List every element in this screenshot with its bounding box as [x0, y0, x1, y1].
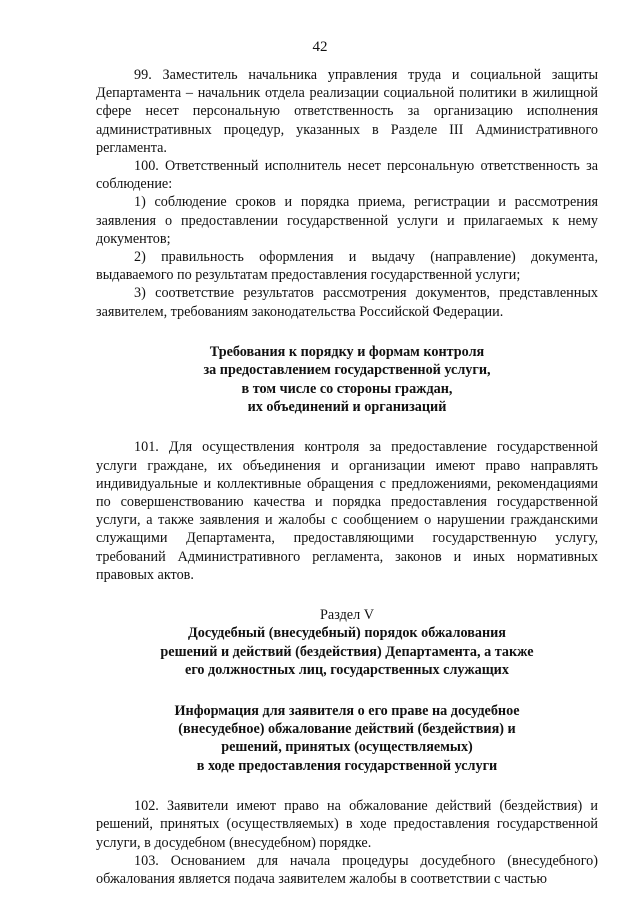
document-body [96, 66, 598, 888]
spacer [96, 416, 598, 438]
heading-line: решений и действий (бездействия) Департамента, а также [160, 643, 534, 660]
paragraph-100: 100. Ответственный исполнитель несет персональную ответственность за соблюдение: [96, 158, 598, 193]
heading-line: Требования к порядку и формам контроля [209, 343, 485, 360]
paragraph-99: 99. Заместитель начальника управления труда и социальной защиты Департамента – начальник отдела реализации социальной политики в жилищной сфере несет персональную ответственность за организацию исполнения административных процедур, указанных в Разделе III Административного регламента. [96, 67, 598, 156]
spacer [96, 775, 598, 797]
heading-line: их объединений и организаций [247, 399, 447, 416]
spacer [96, 584, 598, 606]
heading-line: в том числе со стороны граждан, [241, 380, 453, 397]
heading-line: (внесудебное) обжалование действий (бездействия) и [178, 720, 516, 737]
paragraph-100-item-1: 1) соблюдение сроков и порядка приема, регистрации и рассмотрения заявления о предоставлении государственной услуги и прилагаемых к нему документов; [96, 194, 598, 247]
section-label: Раздел V [320, 607, 374, 624]
heading-section-v [96, 624, 598, 679]
heading-applicant-information [96, 702, 598, 776]
paragraph-101: 101. Для осуществления контроля за предоставление государственной услуги граждане, их объединения и организации имеют право направлять индивидуальные и коллективные обращения с предложениями, рекомендациями по совершенствованию качества и порядка предоставления государственной услуги, а также заявления и жалобы с сообщением о нарушении гражданскими служащими Департамента, предоставляющими государственную услугу, требований Административного регламента, законов и иных нормативных правовых актов. [96, 439, 598, 583]
paragraph-100-item-2: 2) правильность оформления и выдачу (направление) документа, выдаваемого по результатам предоставления государственной услуги; [96, 249, 598, 284]
heading-line: в ходе предоставления государственной услуги [196, 757, 498, 774]
paragraph-100-item-3: 3) соответствие результатов рассмотрения документов, представленных заявителем, требованиям законодательства Российской Федерации. [96, 285, 598, 320]
paragraph-102: 102. Заявители имеют право на обжалование действий (бездействия) и решений, принятых (осуществляемых) в ходе предоставления государственной услуги, в досудебном (внесудебном) порядке. [96, 798, 598, 851]
paragraph-103: 103. Основанием для начала процедуры досудебного (внесудебного) обжалования является подача заявителем жалобы в соответствии с частью [96, 852, 598, 887]
spacer [96, 321, 598, 343]
heading-line: за предоставлением государственной услуги, [203, 362, 491, 379]
heading-line: его должностных лиц, государственных служащих [185, 662, 509, 679]
spacer [96, 680, 598, 702]
heading-line: Досудебный (внесудебный) порядок обжалования [188, 625, 506, 642]
page-number: 42 [312, 39, 328, 55]
heading-line: решений, принятых (осуществляемых) [221, 739, 473, 756]
heading-control-requirements [96, 343, 598, 417]
heading-line: Информация для заявителя о его праве на досудебное [174, 702, 520, 719]
